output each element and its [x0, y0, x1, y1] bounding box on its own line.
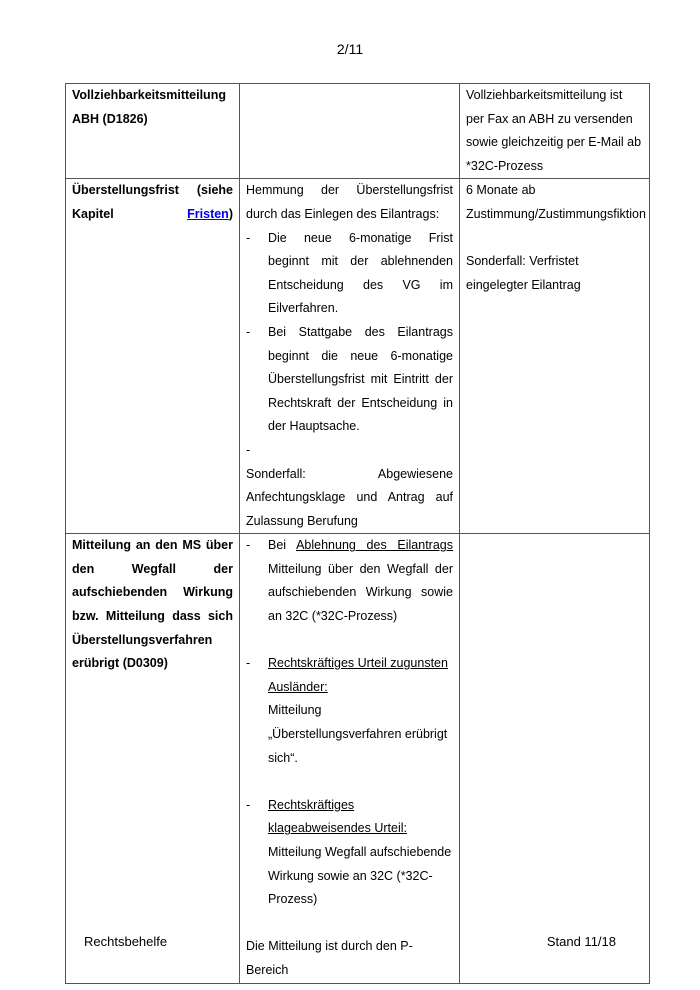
- dash-bullet: -: [246, 230, 251, 245]
- lone-dash: -: [246, 442, 251, 457]
- list-item: [246, 652, 453, 770]
- dash-bullet: -: [246, 656, 251, 671]
- fristen-link[interactable]: Fristen: [187, 206, 229, 221]
- cell-text: Sonderfall: Verfristet eingelegter Eilantrag: [466, 254, 581, 292]
- table-cell: [460, 534, 650, 983]
- table-cell: [66, 179, 240, 534]
- sonderfall-text: Sonderfall: Abgewiesene Anfechtungsklage und Antrag auf Zulassung Berufung: [246, 466, 453, 528]
- item-underlined: Rechtskräftiges klageabweisendes Urteil:: [268, 797, 407, 836]
- row-title-text: Überstellungsfrist (siehe Kapitel: [72, 183, 233, 221]
- table-row: [66, 534, 650, 983]
- item-underlined: Ablehnung des Eilantrags: [296, 538, 453, 553]
- row-title-suffix: ): [228, 206, 233, 221]
- list-item-text: [268, 652, 453, 770]
- list-item: [246, 534, 453, 628]
- dash-bullet: -: [246, 324, 251, 339]
- cell-text: Die Mitteilung ist durch den P-Bereich: [246, 939, 413, 977]
- list-item-text: Bei Stattgabe des Eilantrags beginnt die neue 6-monatige Überstellungsfrist mit Eintritt der Rechtskraft der Entscheidung in der Hauptsache.: [268, 324, 453, 434]
- table-cell: [460, 84, 650, 179]
- list-item: [246, 794, 453, 912]
- table-cell: [240, 179, 460, 534]
- table-cell: [460, 179, 650, 534]
- item-underlined: Rechtskräftiges Urteil zugunsten Ausländer:: [268, 656, 448, 694]
- item-prefix: Bei: [268, 538, 297, 553]
- dash-bullet: -: [246, 538, 251, 553]
- content-table: [65, 83, 650, 984]
- table-cell: [66, 84, 240, 179]
- footer-date: Stand 11/18: [546, 934, 616, 949]
- footer-section: Rechtsbehelfe: [84, 934, 168, 949]
- list-item: [246, 321, 453, 439]
- cell-text: 6 Monate ab Zustimmung/Zustimmungsfiktion: [466, 183, 646, 221]
- item-rest: Mitteilung Wegfall aufschiebende Wirkung sowie an 32C (*32C-Prozess): [268, 845, 452, 907]
- table-row: [66, 179, 650, 534]
- row-title-code: ABH (D1826): [72, 111, 148, 126]
- list-item: [246, 227, 453, 321]
- dash-bullet: -: [246, 797, 251, 812]
- list-item-text: [268, 794, 453, 912]
- item-rest: Mitteilung „Überstellungsverfahren erübrigt sich“.: [268, 703, 448, 765]
- table-cell: [240, 534, 460, 983]
- row-title: Mitteilung an den MS über den Wegfall der aufschiebenden Wirkung bzw. Mitteilung dass sich Überstellungsverfahren erübrigt (D0309): [72, 538, 233, 671]
- table-row: [66, 84, 650, 179]
- row-title: Vollziehbarkeitsmitteilung: [72, 88, 226, 102]
- list-item-text: Die neue 6-monatige Frist beginnt mit der ablehnenden Entscheidung des VG im Eilverfahren.: [268, 230, 453, 316]
- item-rest: Mitteilung über den Wegfall der aufschiebenden Wirkung sowie an 32C (*32C-Prozess): [268, 561, 453, 624]
- cell-intro: Hemmung der Überstellungsfrist durch das Einlegen des Eilantrags:: [246, 183, 453, 221]
- page-number: 2/11: [336, 41, 364, 57]
- list-item-text: [268, 534, 453, 628]
- table-cell: [240, 84, 460, 179]
- row-title: [72, 179, 233, 226]
- table-cell: [66, 534, 240, 983]
- cell-text: Vollziehbarkeitsmitteilung ist per Fax an ABH zu versenden sowie gleichzeitig per E-Mail ab *32C-Prozess: [466, 88, 642, 173]
